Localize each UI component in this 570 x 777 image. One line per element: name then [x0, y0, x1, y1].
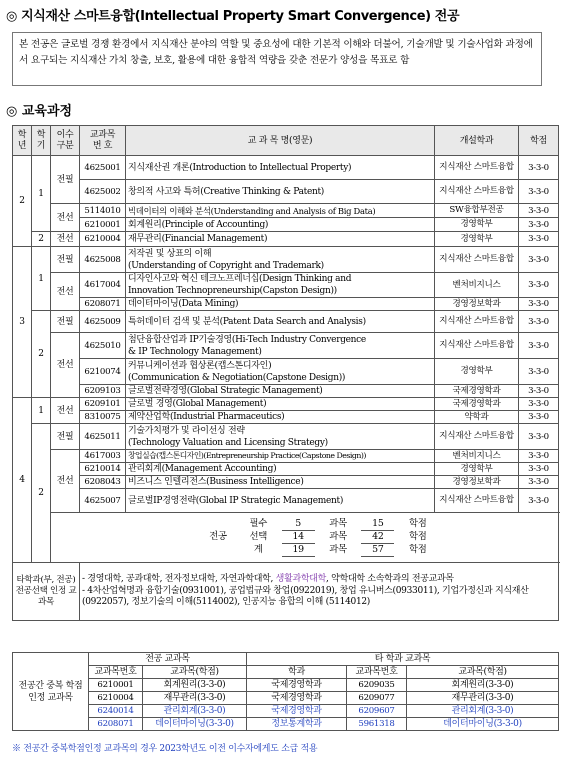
course-code: 6210014 [80, 463, 126, 476]
cell: 회계원리(3-3-0) [407, 679, 559, 692]
cell: 데이터마이닝(3-3-0) [407, 718, 559, 731]
course-code: 6208071 [80, 298, 126, 311]
course-credit: 3-3-0 [519, 476, 559, 489]
course-dept: 지식재산 스마트융합 [435, 156, 519, 180]
summary-line [201, 544, 441, 557]
course-name [126, 333, 435, 359]
cell: 6209607 [347, 705, 407, 718]
course-dept: 지식재산 스마트융합 [435, 333, 519, 359]
page-title: ◎ 지식재산 스마트융합(Intellectual Property Smart Convergence) 전공 [6, 9, 460, 24]
course-dept: SW융합부전공 [435, 204, 519, 218]
course-dept: 벤처비지니스 [435, 273, 519, 298]
summary-row [13, 513, 559, 563]
course-credit: 3-3-0 [519, 411, 559, 424]
course-name-line1: 디자인사고와 혁신 테크노프레너십(Design Thinking and [128, 274, 352, 284]
course-name-line1: 저작권 및 상표의 이해 [128, 248, 212, 259]
course-name: 빅데이터의 이해와 분석(Understanding and Analysis of Big Data) [126, 204, 435, 218]
table-row [13, 247, 559, 273]
type-cell: 전선 [51, 333, 80, 398]
footnote: ※ 전공간 중복학점인정 교과목의 경우 2023학년도 이전 이수자에게도 소급 적용 [12, 744, 318, 754]
other-dept-text [80, 563, 559, 621]
table-row [13, 298, 559, 311]
cell: 6209035 [347, 679, 407, 692]
summary-unit: 학점 [408, 531, 427, 542]
course-code: 4625001 [80, 156, 126, 180]
cell: 재무관리(3-3-0) [407, 692, 559, 705]
course-name: 창의적 사고와 특허(Creative Thinking & Patent) [126, 180, 435, 204]
overlap-row [13, 705, 559, 718]
course-name: 지식재산권 개론(Introduction to Intellectual Property) [126, 156, 435, 180]
text-part: - 경영대학, 공과대학, 전자정보대학, 자연과학대학, [82, 574, 276, 585]
summary-count: 14 [282, 531, 315, 544]
header-credit: 학점 [519, 126, 559, 156]
course-code: 4625011 [80, 424, 126, 450]
course-credit: 3-3-0 [519, 463, 559, 476]
type-cell: 전선 [51, 204, 80, 232]
table-row [13, 333, 559, 359]
summary-major-label: 전공 [209, 531, 227, 543]
overlap-row [13, 679, 559, 692]
course-name-line2: (Understanding of Copyright and Trademark) [128, 260, 324, 271]
type-cell: 전선 [51, 232, 80, 247]
text-highlight: 생활과학대학 [275, 574, 327, 585]
course-dept: 경영학부 [435, 463, 519, 476]
table-row [13, 311, 559, 333]
course-dept: 국제경영학과 [435, 385, 519, 398]
course-credit: 3-3-0 [519, 218, 559, 232]
course-credit: 3-3-0 [519, 232, 559, 247]
course-dept: 지식재산 스마트융합 [435, 424, 519, 450]
summary-unit: 학점 [408, 518, 427, 530]
header-dept: 개설학과 [435, 126, 519, 156]
summary-count: 19 [282, 544, 315, 557]
course-name [126, 424, 435, 450]
table-row [13, 385, 559, 398]
semester-cell: 1 [32, 156, 51, 232]
table-row [13, 180, 559, 204]
course-credit: 3-3-0 [519, 424, 559, 450]
summary-count: 5 [282, 518, 315, 531]
course-name: 글로벌전략경영(Global Strategic Management) [126, 385, 435, 398]
table-row [13, 450, 559, 463]
course-name-line2: (Communication & Negotiation(Capstone Design)) [128, 372, 346, 383]
course-code: 6208043 [80, 476, 126, 489]
summary-label: 필수 [249, 518, 268, 530]
summary-credits: 42 [361, 531, 394, 544]
course-name-line2: (Technology Valuation and Licensing Strategy) [128, 437, 328, 448]
cell: 회계원리(3-3-0) [143, 679, 247, 692]
course-name: 재무관리(Financial Management) [126, 232, 435, 247]
table-row [13, 424, 559, 450]
course-credit: 3-3-0 [519, 489, 559, 513]
header-row [13, 126, 559, 156]
course-name: 데이터마이닝(Data Mining) [126, 298, 435, 311]
course-dept: 국제경영학과 [435, 398, 519, 411]
table-row [13, 232, 559, 247]
type-cell: 전선 [51, 398, 80, 424]
summary-unit: 학점 [408, 544, 427, 555]
overlap-other-head: 타 학과 교과목 [247, 653, 559, 666]
course-code: 4625002 [80, 180, 126, 204]
cell: 국제경영학과 [247, 692, 347, 705]
course-credit: 3-3-0 [519, 398, 559, 411]
curriculum-table [12, 125, 559, 621]
type-cell: 전필 [51, 156, 80, 204]
course-name [126, 359, 435, 385]
other-dept-label: 타학과(부, 전공)전공선택 인정 교과목 [13, 563, 80, 621]
intro-box: 본 전공은 글로벌 경쟁 환경에서 지식재산 분야의 역할 및 중요성에 대한 기본적 이해와 더불어, 기술개발 및 기술사업화 과정에서 요구되는 지식재산 가치 창출, 보호, 활용에 대한 융합적 역량을 갖춘 전문가 양성을 목표로 함 [12, 32, 542, 86]
other-dept-line1 [82, 574, 556, 586]
course-code: 6210001 [80, 218, 126, 232]
course-dept: 경영학부 [435, 359, 519, 385]
table-row [13, 411, 559, 424]
course-name: 회계원리(Principle of Accounting) [126, 218, 435, 232]
cell: 5961318 [347, 718, 407, 731]
header-sem: 학 기 [32, 126, 51, 156]
cell: 관리회계(3-3-0) [407, 705, 559, 718]
table-row [13, 156, 559, 180]
course-dept: 벤처비지니스 [435, 450, 519, 463]
header-type: 이수 구분 [51, 126, 80, 156]
summary-label: 계 [253, 544, 263, 555]
course-dept: 지식재산 스마트융합 [435, 247, 519, 273]
course-code: 4617004 [80, 273, 126, 298]
course-credit: 3-3-0 [519, 156, 559, 180]
summary-unit: 과목 [329, 518, 347, 530]
course-dept: 지식재산 스마트융합 [435, 311, 519, 333]
course-credit: 3-3-0 [519, 359, 559, 385]
course-dept: 경영정보학과 [435, 476, 519, 489]
overlap-row [13, 718, 559, 731]
course-code: 6209103 [80, 385, 126, 398]
course-code: 4625010 [80, 333, 126, 359]
table-row [13, 359, 559, 385]
year-cell: 3 [13, 247, 32, 398]
semester-cell: 2 [32, 424, 51, 563]
semester-cell: 1 [32, 247, 51, 311]
course-credit: 3-3-0 [519, 311, 559, 333]
summary-cell [51, 513, 559, 563]
course-name: 비즈니스 인텔리전스(Business Intelligence) [126, 476, 435, 489]
header-name: 교 과 목 명(영문) [126, 126, 435, 156]
course-code: 5114010 [80, 204, 126, 218]
other-dept-row [13, 563, 559, 621]
course-code: 6209101 [80, 398, 126, 411]
table-row [13, 489, 559, 513]
summary-line [201, 518, 441, 531]
type-cell: 전선 [51, 450, 80, 513]
summary-unit: 과목 [329, 531, 347, 542]
type-cell: 전필 [51, 311, 80, 333]
overlap-major-head: 전공 교과목 [89, 653, 247, 666]
semester-cell: 2 [32, 232, 51, 247]
course-dept: 경영정보학과 [435, 298, 519, 311]
course-name-line1: 첨단융합산업과 IP기술경영(Hi-Tech Industry Convergence [128, 334, 366, 345]
cell: 6240014 [89, 705, 143, 718]
course-credit: 3-3-0 [519, 385, 559, 398]
summary-table [201, 518, 441, 557]
type-cell: 전필 [51, 247, 80, 273]
course-name-line2: Innovation Technopreneurship(Capston Design)) [128, 286, 337, 296]
course-dept: 경영학부 [435, 232, 519, 247]
header-year: 학 년 [13, 126, 32, 156]
cell: 6208071 [89, 718, 143, 731]
table-row [13, 463, 559, 476]
overlap-table [12, 652, 559, 731]
table-row [13, 204, 559, 218]
cell: 재무관리(3-3-0) [143, 692, 247, 705]
course-dept: 경영학부 [435, 218, 519, 232]
course-credit: 3-3-0 [519, 180, 559, 204]
course-name: 글로벌IP경영전략(Global IP Strategic Management) [126, 489, 435, 513]
course-code: 8310075 [80, 411, 126, 424]
overlap-head-row [13, 653, 559, 666]
course-credit: 3-3-0 [519, 450, 559, 463]
overlap-label: 전공간 중복 학점인정 교과목 [13, 653, 89, 731]
course-name-line2: & IP Technology Management) [128, 346, 262, 357]
header-code: 교과목 번 호 [80, 126, 126, 156]
cell: 6210004 [89, 692, 143, 705]
course-dept: 지식재산 스마트융합 [435, 180, 519, 204]
col-code: 교과목번호 [347, 666, 407, 679]
col-course: 교과목(학점) [143, 666, 247, 679]
cell: 정보통계학과 [247, 718, 347, 731]
col-course: 교과목(학점) [407, 666, 559, 679]
course-name [126, 247, 435, 273]
course-code: 4625009 [80, 311, 126, 333]
course-name-line1: 커뮤니케이션과 협상론(캡스톤디자인) [128, 360, 272, 371]
cell: 국제경영학과 [247, 679, 347, 692]
course-code: 4625007 [80, 489, 126, 513]
cell: 6210001 [89, 679, 143, 692]
table-row [13, 476, 559, 489]
type-cell: 전필 [51, 424, 80, 450]
course-code: 6210004 [80, 232, 126, 247]
cell: 관리회계(3-3-0) [143, 705, 247, 718]
course-credit: 3-3-0 [519, 204, 559, 218]
col-dept: 학과 [247, 666, 347, 679]
course-code: 4625008 [80, 247, 126, 273]
table-row [13, 273, 559, 298]
table-row [13, 398, 559, 411]
col-code: 교과목번호 [89, 666, 143, 679]
year-cell: 2 [13, 156, 32, 247]
course-credit: 3-3-0 [519, 247, 559, 273]
year-cell: 4 [13, 398, 32, 563]
course-code: 4617003 [80, 450, 126, 463]
cell: 데이터마이닝(3-3-0) [143, 718, 247, 731]
type-cell: 전선 [51, 273, 80, 311]
course-credit: 3-3-0 [519, 298, 559, 311]
summary-credits: 15 [361, 518, 394, 531]
semester-cell: 1 [32, 398, 51, 424]
course-dept: 약학과 [435, 411, 519, 424]
overlap-row [13, 692, 559, 705]
section-title: ◎ 교육과정 [6, 104, 73, 119]
course-name [126, 273, 435, 298]
summary-unit: 과목 [329, 544, 347, 555]
course-name: 제약산업학(Industrial Pharmaceutics) [126, 411, 435, 424]
course-name: 창업실습(캡스톤디자인)(Entrepreneurship Practice(Capstone Design)) [126, 450, 435, 463]
summary-credits: 57 [361, 544, 394, 557]
other-dept-line2: - 4차산업혁명과 융합기술(0931001), 공업법규와 창업(0922019), 창업 유니버스(0933011), 기업가정신과 지식재산(0922057), 정보기술의 이해(5114002), 인공지능 융합의 이해 (5114012) [82, 585, 529, 608]
course-code: 6210074 [80, 359, 126, 385]
summary-label: 선택 [249, 531, 268, 542]
course-credit: 3-3-0 [519, 333, 559, 359]
cell: 6209077 [347, 692, 407, 705]
overlap-col-row [13, 666, 559, 679]
text-part: , 약학대학 소속학과의 전공교과목 [326, 574, 454, 585]
table-row [13, 218, 559, 232]
course-name: 글로벌 경영(Global Management) [126, 398, 435, 411]
course-name: 관리회계(Management Accounting) [126, 463, 435, 476]
course-name: 특허데이터 검색 및 분석(Patent Data Search and Analysis) [126, 311, 435, 333]
course-dept: 지식재산 스마트융합 [435, 489, 519, 513]
summary-line [201, 531, 441, 544]
semester-cell: 2 [32, 311, 51, 398]
course-credit: 3-3-0 [519, 273, 559, 298]
cell: 국제경영학과 [247, 705, 347, 718]
course-name-line1: 기술가치평가 및 라이선싱 전략 [128, 425, 245, 436]
